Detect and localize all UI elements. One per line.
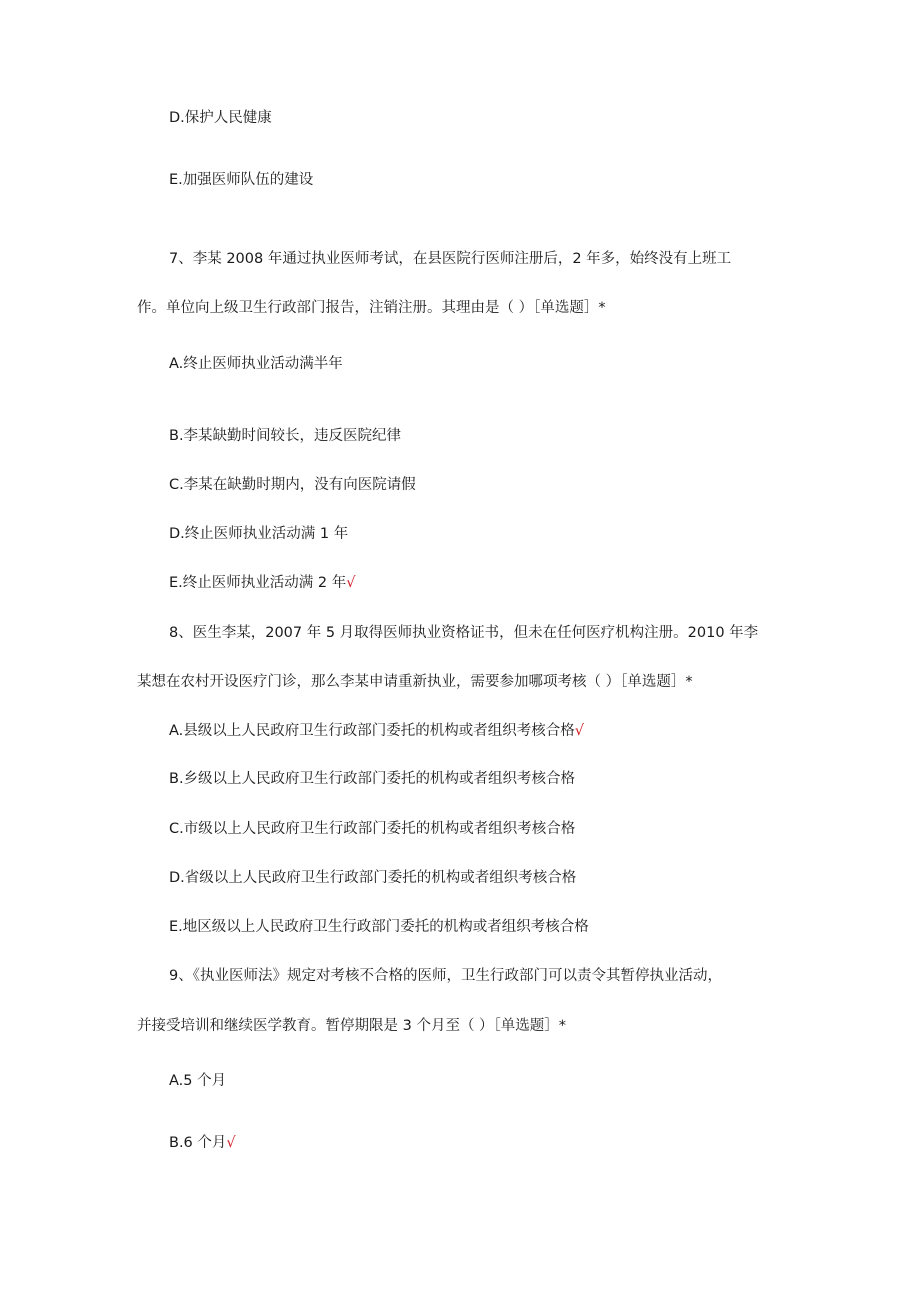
option-d-q8: D.省级以上人民政府卫生行政部门委托的机构或者组织考核合格 bbox=[169, 870, 577, 886]
option-b-q7: B.李某缺勤时间较长，违反医院纪律 bbox=[169, 428, 402, 444]
option-c-q8: C.市级以上人民政府卫生行政部门委托的机构或者组织考核合格 bbox=[169, 821, 576, 837]
option-a-q7: A.终止医师执业活动满半年 bbox=[169, 356, 343, 372]
question-9-line-1: 9、《执业医师法》规定对考核不合格的医师，卫生行政部门可以责令其暂停执业活动， bbox=[169, 968, 722, 984]
option-a-q9: A.5 个月 bbox=[169, 1073, 227, 1089]
option-e-q7: E.终止医师执业活动满 2 年√ bbox=[169, 575, 356, 591]
option-e-q6: E.加强医师队伍的建设 bbox=[169, 172, 314, 188]
option-e-q8: E.地区级以上人民政府卫生行政部门委托的机构或者组织考核合格 bbox=[169, 919, 589, 935]
option-d-q7: D.终止医师执业活动满 1 年 bbox=[169, 526, 349, 542]
option-a-q8: A.县级以上人民政府卫生行政部门委托的机构或者组织考核合格√ bbox=[169, 723, 585, 739]
question-9-line-2: 并接受培训和继续医学教育。暂停期限是 3 个月至（ ）［单选题］* bbox=[137, 1018, 567, 1034]
option-b-q9: B.6 个月√ bbox=[169, 1135, 236, 1151]
question-8-line-2: 某想在农村开设医疗门诊，那么李某申请重新执业，需要参加哪项考核（ ）［单选题］* bbox=[137, 674, 693, 690]
option-b-q8: B.乡级以上人民政府卫生行政部门委托的机构或者组织考核合格 bbox=[169, 771, 576, 787]
option-c-q7: C.李某在缺勤时期内，没有向医院请假 bbox=[169, 477, 416, 493]
question-7-line-2: 作。单位向上级卫生行政部门报告，注销注册。其理由是（ ）［单选题］* bbox=[137, 300, 606, 316]
correct-check-mark: √ bbox=[346, 575, 356, 591]
correct-check-mark: √ bbox=[226, 1135, 236, 1151]
question-8-line-1: 8、医生李某，2007 年 5 月取得医师执业资格证书，但未在任何医疗机构注册。2010 年李 bbox=[169, 625, 759, 641]
question-7-line-1: 7、李某 2008 年通过执业医师考试，在县医院行医师注册后，2 年多，始终没有上班工 bbox=[169, 251, 732, 267]
correct-check-mark: √ bbox=[574, 723, 585, 739]
option-d-q6: D.保护人民健康 bbox=[169, 110, 272, 126]
